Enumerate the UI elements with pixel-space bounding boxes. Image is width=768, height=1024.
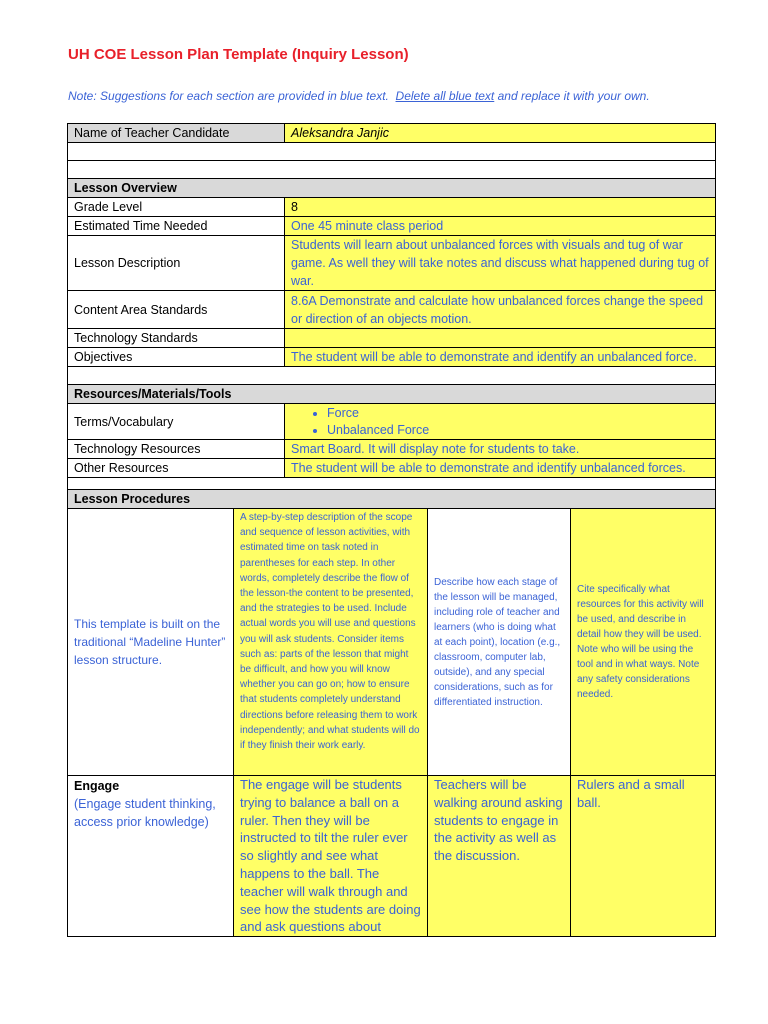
objectives-label: Objectives bbox=[68, 348, 285, 367]
other-resources-value[interactable]: The student will be able to demonstrate and identify unbalanced forces. bbox=[285, 459, 716, 478]
lesson-procedures-table bbox=[67, 489, 716, 937]
standards-label: Content Area Standards bbox=[68, 291, 285, 329]
procedures-heading: Lesson Procedures bbox=[68, 490, 716, 509]
term-item: • Unbalanced Force bbox=[327, 422, 709, 439]
resources-guidance: Cite specifically what resources for this activity will be used, and describe in detail how they will be used. bbox=[577, 584, 704, 640]
objectives-value[interactable]: The student will be able to demonstrate and identify an unbalanced force. bbox=[285, 348, 716, 367]
tech-standards-value[interactable] bbox=[285, 329, 716, 348]
grade-level-value[interactable]: 8 bbox=[285, 198, 716, 217]
teacher-name[interactable]: Aleksandra Janjic bbox=[285, 124, 716, 143]
resources-heading: Resources/Materials/Tools bbox=[68, 385, 716, 404]
engage-activity[interactable]: The engage will be students trying to balance a ball on a ruler. Then they will be instructed to tilt the ruler ever so slightly and see what happens to the ball. The teacher will walk through and see how the students are doing and ask questions about bbox=[234, 776, 428, 937]
teacher-label: Name of Teacher Candidate bbox=[68, 124, 285, 143]
time-label: Estimated Time Needed bbox=[68, 217, 285, 236]
page-title: UH COE Lesson Plan Template (Inquiry Lesson) bbox=[68, 46, 409, 63]
tech-standards-label: Technology Standards bbox=[68, 329, 285, 348]
term-item: • Force bbox=[327, 405, 709, 422]
grade-level-label: Grade Level bbox=[68, 198, 285, 217]
description-value[interactable]: Students will learn about unbalanced forces with visuals and tug of war game. As well they will take notes and discuss what happened during tug of war. bbox=[285, 236, 716, 291]
procedures-intro-structure: This template is built on the traditional “Madeline Hunter” lesson structure. bbox=[68, 509, 234, 776]
engage-management[interactable]: Teachers will be walking around asking students to engage in the activity as well as the discussion. bbox=[428, 776, 571, 937]
engage-subtitle: (Engage student thinking, access prior knowledge) bbox=[74, 797, 216, 829]
tech-resources-label: Technology Resources bbox=[68, 440, 285, 459]
instruction-note bbox=[68, 89, 650, 103]
resources-guidance-note: Note who will be using the tool and in what ways. Note any safety considerations needed. bbox=[577, 644, 700, 700]
lesson-overview-table bbox=[67, 123, 716, 496]
spacer-row bbox=[68, 367, 716, 385]
engage-label-cell bbox=[68, 776, 234, 937]
engage-title: Engage bbox=[74, 779, 120, 793]
procedures-intro-resources bbox=[571, 509, 716, 776]
spacer-row bbox=[68, 143, 716, 161]
description-label: Lesson Description bbox=[68, 236, 285, 291]
engage-resources[interactable]: Rulers and a small ball. bbox=[571, 776, 716, 937]
delete-blue-text-link: Delete all blue text bbox=[395, 89, 495, 103]
terms-label: Terms/Vocabulary bbox=[68, 404, 285, 440]
overview-heading: Lesson Overview bbox=[68, 179, 716, 198]
terms-list bbox=[291, 405, 709, 439]
procedures-intro-sequence: A step-by-step description of the scope and sequence of lesson activities, with estimated time on task noted in parentheses for each step. In other words, completely describe the flow of the lesson-the content to be presented, and the strategies to be used. Include actual words you will use and questions you will ask students. Consider items such as: parts of the lesson that might be difficult, and how you will know whether you can go on; how to ensure that students completely understand directions before releasing them to work independently; and what students will do if they finish their work early. bbox=[234, 509, 428, 776]
spacer-row bbox=[68, 161, 716, 179]
time-value[interactable]: One 45 minute class period bbox=[285, 217, 716, 236]
tech-resources-value[interactable]: Smart Board. It will display note for students to take. bbox=[285, 440, 716, 459]
terms-value[interactable] bbox=[285, 404, 716, 440]
procedures-intro-management: Describe how each stage of the lesson will be managed, including role of teacher and learners (who is doing what at each point), location (e.g., classroom, computer lab, outside), and any special considerations, such as for differentiated instruction. bbox=[428, 509, 571, 776]
standards-value[interactable]: 8.6A Demonstrate and calculate how unbalanced forces change the speed or direction of an objects motion. bbox=[285, 291, 716, 329]
note-text: Note: Suggestions for each section are provided in blue text. bbox=[68, 89, 389, 103]
note-text-end: and replace it with your own. bbox=[494, 89, 650, 103]
other-resources-label: Other Resources bbox=[68, 459, 285, 478]
